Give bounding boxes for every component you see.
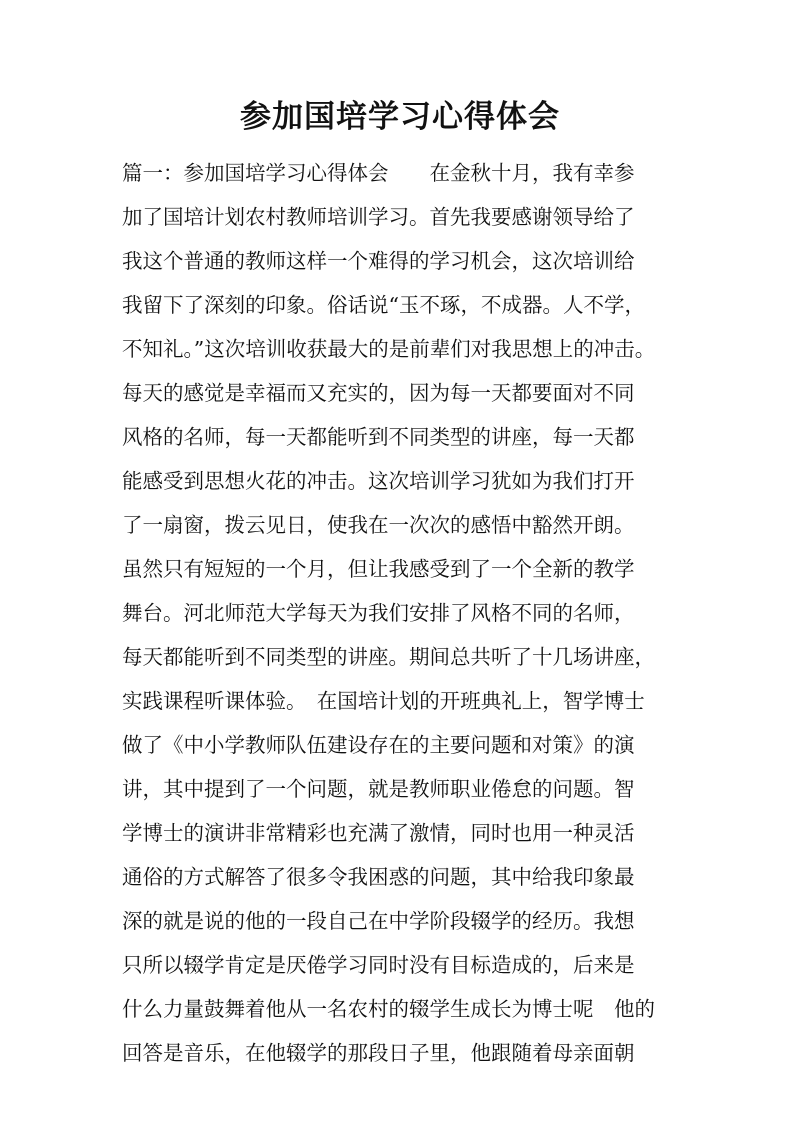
body-line: 篇一：参加国培学习心得体会 在金秋十月，我有幸参 bbox=[122, 161, 635, 185]
body-line: 做了《中小学教师队伍建设存在的主要问题和对策》的演 bbox=[122, 733, 635, 757]
body-line: 回答是音乐，在他辍学的那段日子里，他跟随着母亲面朝 bbox=[122, 1041, 635, 1065]
body-line: 深的就是说的他的一段自己在中学阶段辍学的经历。我想 bbox=[122, 909, 635, 933]
body-line: 实践课程听课体验。 在国培计划的开班典礼上，智学博士 bbox=[122, 689, 645, 713]
body-line: 只所以辍学肯定是厌倦学习同时没有目标造成的，后来是 bbox=[122, 953, 635, 977]
body-line: 了一扇窗，拨云见日，使我在一次次的感悟中豁然开朗。 bbox=[122, 513, 635, 537]
body-line: 舞台。河北师范大学每天为我们安排了风格不同的名师， bbox=[122, 601, 635, 625]
body-line: 能感受到思想火花的冲击。这次培训学习犹如为我们打开 bbox=[122, 469, 635, 493]
body-line: 讲，其中提到了一个问题，就是教师职业倦怠的问题。智 bbox=[122, 777, 635, 801]
body-line: 什么力量鼓舞着他从一名农村的辍学生成长为博士呢 他的 bbox=[122, 997, 655, 1021]
body-line: 不知礼。”这次培训收获最大的是前辈们对我思想上的冲击。 bbox=[122, 337, 656, 361]
body-line: 通俗的方式解答了很多令我困惑的问题，其中给我印象最 bbox=[122, 865, 635, 889]
document-title: 参加国培学习心得体会 bbox=[240, 99, 560, 135]
body-line: 虽然只有短短的一个月，但让我感受到了一个全新的教学 bbox=[122, 557, 635, 581]
body-line: 每天的感觉是幸福而又充实的，因为每一天都要面对不同 bbox=[122, 381, 635, 405]
body-line: 加了国培计划农村教师培训学习。首先我要感谢领导给了 bbox=[122, 205, 635, 229]
body-line: 风格的名师，每一天都能听到不同类型的讲座，每一天都 bbox=[122, 425, 635, 449]
body-line: 每天都能听到不同类型的讲座。期间总共听了十几场讲座， bbox=[122, 645, 655, 669]
body-line: 我这个普通的教师这样一个难得的学习机会，这次培训给 bbox=[122, 249, 635, 273]
body-line: 学博士的演讲非常精彩也充满了激情，同时也用一种灵活 bbox=[122, 821, 635, 845]
body-line: 我留下了深刻的印象。俗话说“玉不琢，不成器。人不学， bbox=[122, 293, 645, 317]
